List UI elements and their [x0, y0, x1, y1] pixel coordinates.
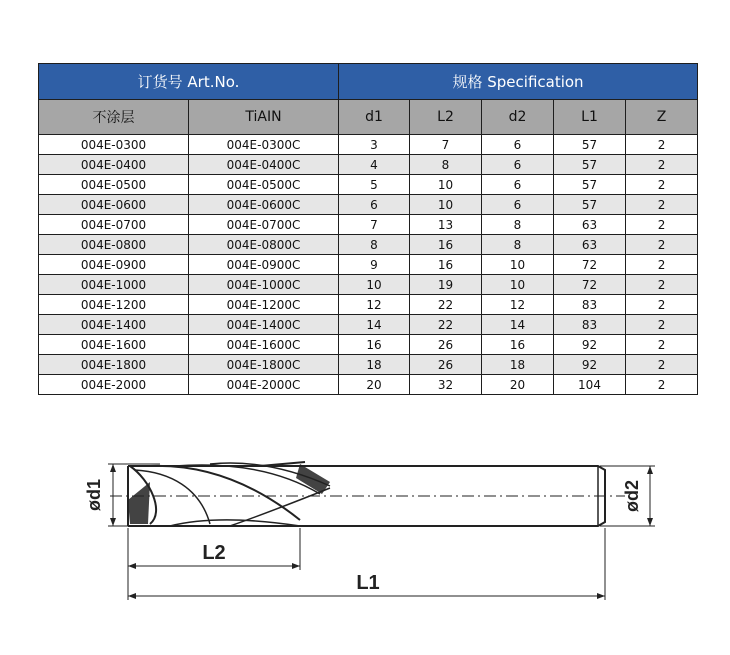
table-cell: 004E-0300C: [189, 135, 339, 155]
table-cell: 57: [554, 155, 626, 175]
table-cell: 004E-0300: [39, 135, 189, 155]
table-cell: 004E-0500: [39, 175, 189, 195]
table-cell: 18: [339, 355, 410, 375]
table-cell: 2: [626, 275, 698, 295]
table-cell: 2: [626, 315, 698, 335]
table-cell: 004E-1000: [39, 275, 189, 295]
table-cell: 6: [482, 135, 554, 155]
table-row: [39, 135, 698, 155]
table-cell: 20: [339, 375, 410, 395]
table-cell: 8: [482, 235, 554, 255]
table-cell: 004E-0500C: [189, 175, 339, 195]
specification-table: [38, 63, 698, 395]
table-cell: 22: [410, 295, 482, 315]
table-cell: 6: [482, 175, 554, 195]
table-cell: 14: [482, 315, 554, 335]
table-row: [39, 195, 698, 215]
table-cell: 104: [554, 375, 626, 395]
col-l1: L1: [554, 100, 626, 135]
table-cell: 16: [339, 335, 410, 355]
table-cell: 004E-1600C: [189, 335, 339, 355]
table-row: [39, 155, 698, 175]
table-row: [39, 295, 698, 315]
table-cell: 57: [554, 135, 626, 155]
table-cell: 9: [339, 255, 410, 275]
label-L2: L2: [202, 542, 226, 564]
table-cell: 63: [554, 215, 626, 235]
table-cell: 83: [554, 295, 626, 315]
table-cell: 2: [626, 155, 698, 175]
table-cell: 004E-1200C: [189, 295, 339, 315]
table-cell: 004E-1600: [39, 335, 189, 355]
table-cell: 004E-2000: [39, 375, 189, 395]
table-cell: 004E-1200: [39, 295, 189, 315]
table-row: [39, 255, 698, 275]
table-cell: 72: [554, 255, 626, 275]
table-cell: 14: [339, 315, 410, 335]
table-cell: 6: [482, 195, 554, 215]
table-cell: 004E-0800C: [189, 235, 339, 255]
label-L1: L1: [356, 572, 380, 594]
group-header-row: [39, 64, 698, 100]
table-cell: 12: [482, 295, 554, 315]
table-cell: 5: [339, 175, 410, 195]
table-cell: 2: [626, 175, 698, 195]
table-cell: 6: [482, 155, 554, 175]
table-cell: 57: [554, 175, 626, 195]
table-cell: 2: [626, 375, 698, 395]
table-cell: 2: [626, 215, 698, 235]
table-cell: 2: [626, 335, 698, 355]
table-cell: 2: [626, 295, 698, 315]
table-cell: 4: [339, 155, 410, 175]
table-cell: 7: [410, 135, 482, 155]
table-row: [39, 355, 698, 375]
table-cell: 3: [339, 135, 410, 155]
dimension-lines: [108, 464, 655, 600]
table-cell: 004E-0600: [39, 195, 189, 215]
table-cell: 63: [554, 235, 626, 255]
table-cell: 004E-0900: [39, 255, 189, 275]
table-cell: 57: [554, 195, 626, 215]
table-cell: 7: [339, 215, 410, 235]
table-row: [39, 215, 698, 235]
table-cell: 004E-1400: [39, 315, 189, 335]
table-cell: 004E-1400C: [189, 315, 339, 335]
table-cell: 10: [410, 175, 482, 195]
table-cell: 8: [410, 155, 482, 175]
table-cell: 26: [410, 335, 482, 355]
table-cell: 004E-1800: [39, 355, 189, 375]
table-cell: 2: [626, 255, 698, 275]
table-cell: 10: [482, 275, 554, 295]
col-d2: d2: [482, 100, 554, 135]
col-uncoated: 不涂层: [39, 100, 189, 135]
col-l2: L2: [410, 100, 482, 135]
table-cell: 26: [410, 355, 482, 375]
table-cell: 13: [410, 215, 482, 235]
table-row: [39, 175, 698, 195]
table-cell: 2: [626, 235, 698, 255]
table-cell: 004E-0700C: [189, 215, 339, 235]
table-cell: 004E-0800: [39, 235, 189, 255]
dimension-arrows: [110, 464, 653, 599]
table-cell: 2: [626, 195, 698, 215]
col-d1: d1: [339, 100, 410, 135]
table-cell: 8: [339, 235, 410, 255]
table-cell: 32: [410, 375, 482, 395]
table-cell: 92: [554, 355, 626, 375]
table-cell: 004E-1000C: [189, 275, 339, 295]
table-cell: 16: [410, 235, 482, 255]
table-row: [39, 235, 698, 255]
table-cell: 004E-0600C: [189, 195, 339, 215]
table-cell: 22: [410, 315, 482, 335]
table-cell: 6: [339, 195, 410, 215]
table-cell: 18: [482, 355, 554, 375]
table-cell: 8: [482, 215, 554, 235]
table-row: [39, 275, 698, 295]
table-row: [39, 375, 698, 395]
table-cell: 2: [626, 355, 698, 375]
col-tialn: TiAIN: [189, 100, 339, 135]
table-cell: 16: [410, 255, 482, 275]
end-mill-drawing: [0, 420, 730, 655]
label-d2: ød2: [622, 479, 642, 513]
table-row: [39, 315, 698, 335]
table-cell: 004E-0900C: [189, 255, 339, 275]
table-cell: 10: [482, 255, 554, 275]
table-cell: 19: [410, 275, 482, 295]
table-cell: 92: [554, 335, 626, 355]
column-header-row: [39, 100, 698, 135]
table-cell: 83: [554, 315, 626, 335]
table-cell: 20: [482, 375, 554, 395]
label-d1: ød1: [84, 478, 104, 512]
table-cell: 004E-1800C: [189, 355, 339, 375]
table-cell: 10: [410, 195, 482, 215]
table-cell: 004E-0400: [39, 155, 189, 175]
table-cell: 12: [339, 295, 410, 315]
table-cell: 72: [554, 275, 626, 295]
table-cell: 16: [482, 335, 554, 355]
table-cell: 004E-0700: [39, 215, 189, 235]
art-no-header: 订货号 Art.No.: [39, 64, 339, 100]
tool-outline: [128, 462, 605, 526]
specification-header: 规格 Specification: [339, 64, 698, 100]
table-cell: 2: [626, 135, 698, 155]
col-z: Z: [626, 100, 698, 135]
table-cell: 004E-2000C: [189, 375, 339, 395]
table-row: [39, 335, 698, 355]
table-cell: 10: [339, 275, 410, 295]
table-cell: 004E-0400C: [189, 155, 339, 175]
